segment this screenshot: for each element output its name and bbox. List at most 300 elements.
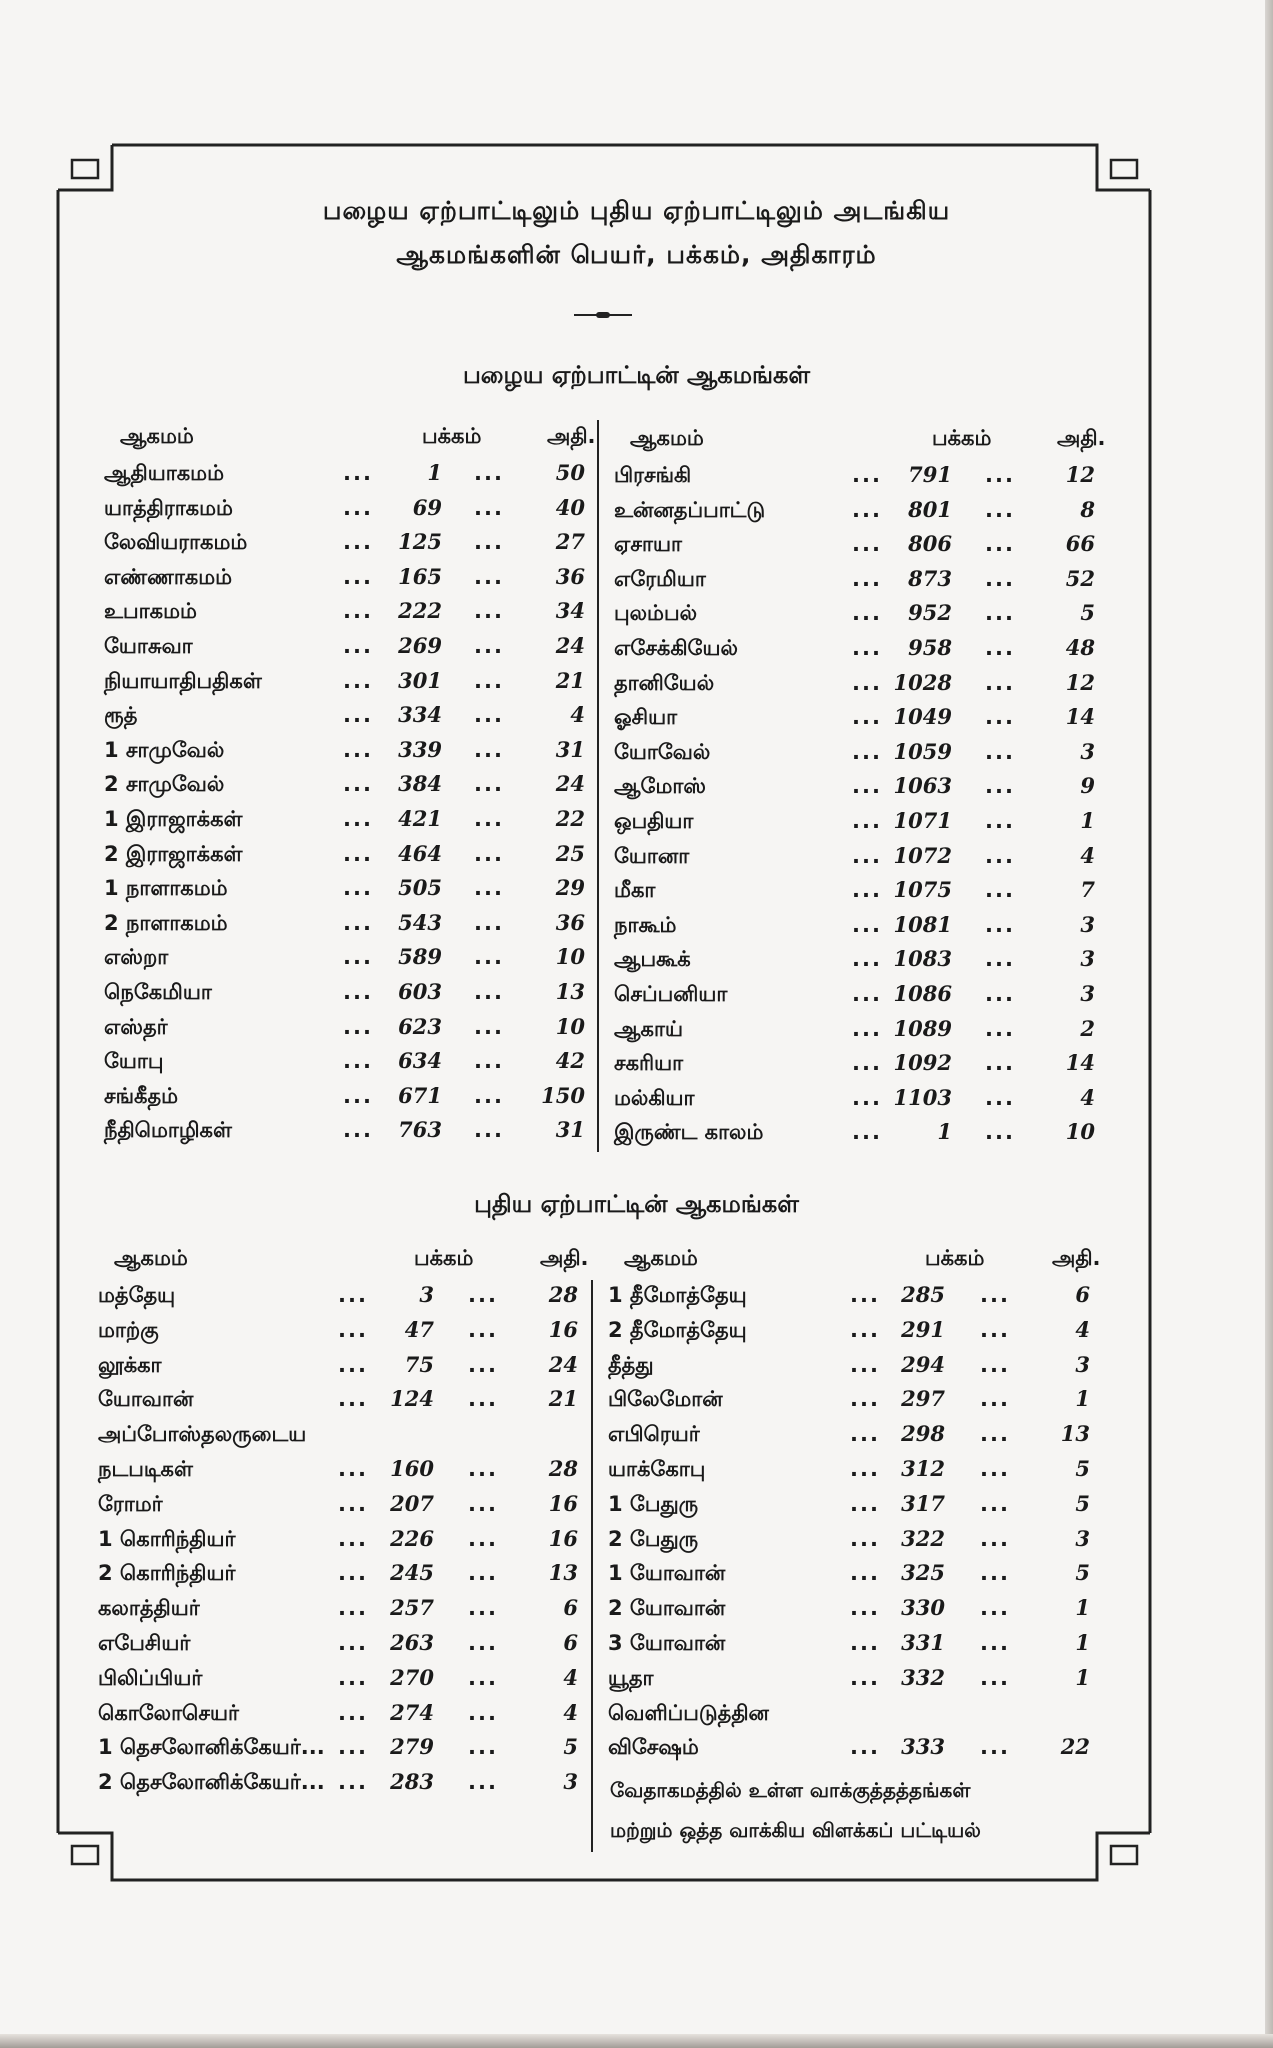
page-number: 1089 <box>893 1015 952 1041</box>
leader-dots: ... <box>852 566 882 591</box>
book-name: நடபடிகள் <box>98 1457 193 1481</box>
leader-dots: ... <box>852 1085 882 1110</box>
book-name: நாகூம் <box>614 912 677 937</box>
page-number: 279 <box>390 1734 434 1760</box>
book-name: பிரசங்கி <box>614 463 692 487</box>
footer-line-2: மற்றும் ஒத்த வாக்கிய விளக்கப் பட்டியல் <box>610 1818 981 1842</box>
book-name: உபாகமம் <box>104 599 197 624</box>
book-name: எபேசியர் <box>98 1631 191 1655</box>
title-ornament-rule <box>574 314 632 316</box>
chapter-count: 10 <box>555 944 585 970</box>
leader-dots: ... <box>468 1596 498 1621</box>
book-name: எபிரெயர் <box>608 1422 700 1447</box>
chapter-count: 3 <box>1075 1525 1090 1551</box>
leader-dots: ... <box>474 980 504 1004</box>
leader-dots: ... <box>850 1457 880 1481</box>
book-name: எஸ்றா <box>104 945 169 970</box>
chapter-count: 36 <box>555 563 585 589</box>
page-number: 1071 <box>893 808 952 833</box>
page-number: 3 <box>419 1282 434 1307</box>
page-number: 322 <box>901 1525 945 1551</box>
column-header-chapters: அதி. <box>540 1246 589 1270</box>
chapter-count: 21 <box>555 667 585 693</box>
chapter-count: 6 <box>1075 1282 1090 1307</box>
page-number: 1028 <box>893 669 952 695</box>
leader-dots: ... <box>338 1526 368 1551</box>
page-number: 124 <box>390 1386 434 1412</box>
page-number: 301 <box>398 667 442 693</box>
chapter-count: 3 <box>1080 946 1095 972</box>
leader-dots: ... <box>474 564 504 589</box>
chapter-count: 2 <box>1080 1015 1095 1041</box>
page-number: 1081 <box>893 911 952 937</box>
chapter-count: 16 <box>548 1490 578 1516</box>
leader-dots: ... <box>468 1631 498 1655</box>
leader-dots: ... <box>343 1014 373 1039</box>
leader-dots: ... <box>468 1561 498 1586</box>
page-number: 1103 <box>893 1084 952 1110</box>
chapter-count: 14 <box>1065 704 1095 730</box>
chapter-count: 10 <box>1065 1119 1095 1145</box>
chapter-count: 24 <box>548 1351 578 1377</box>
chapter-count: 16 <box>548 1525 578 1551</box>
chapter-count: 4 <box>563 1699 578 1725</box>
leader-dots: ... <box>474 495 504 520</box>
leader-dots: ... <box>468 1283 498 1307</box>
chapter-count: 22 <box>1060 1734 1090 1760</box>
page-number: 791 <box>908 462 952 487</box>
chapter-count: 7 <box>1080 877 1095 903</box>
leader-dots: ... <box>338 1561 368 1586</box>
book-name: 2 சாமுவேல் <box>104 772 225 797</box>
leader-dots: ... <box>985 1016 1015 1041</box>
chapter-count: 3 <box>1080 738 1095 764</box>
book-name: ஆபகூக் <box>614 947 691 972</box>
chapter-count: 3 <box>1080 911 1095 937</box>
leader-dots: ... <box>985 774 1015 799</box>
book-name: லேவியராகமம் <box>104 530 248 555</box>
page-number: 274 <box>390 1699 434 1725</box>
book-name: விசேஷம் <box>608 1735 699 1760</box>
book-name: யோவேல் <box>614 739 711 764</box>
leader-dots: ... <box>338 1283 368 1307</box>
page-number: 298 <box>901 1421 945 1447</box>
chapter-count: 4 <box>1080 842 1095 868</box>
book-name: லூக்கா <box>98 1352 162 1377</box>
page-number: 317 <box>901 1490 945 1516</box>
leader-dots: ... <box>852 463 882 487</box>
leader-dots: ... <box>852 912 882 937</box>
chapter-count: 50 <box>555 460 585 485</box>
leader-dots: ... <box>343 530 373 555</box>
page-number: 222 <box>398 598 442 624</box>
column-header-chapters: அதி. <box>1052 1246 1101 1270</box>
book-name: கலாத்தியர் <box>98 1596 200 1621</box>
leader-dots: ... <box>474 737 504 762</box>
page-number: 291 <box>901 1316 945 1342</box>
column-header-page: பக்கம் <box>422 424 482 448</box>
page-number: 294 <box>901 1351 945 1377</box>
leader-dots: ... <box>980 1387 1010 1412</box>
chapter-count: 8 <box>1080 496 1095 522</box>
page-number: 1086 <box>893 981 952 1006</box>
leader-dots: ... <box>343 910 373 935</box>
leader-dots: ... <box>474 772 504 797</box>
leader-dots: ... <box>850 1352 880 1377</box>
leader-dots: ... <box>985 1051 1015 1076</box>
chapter-count: 16 <box>548 1316 578 1342</box>
chapter-count: 1 <box>1075 1630 1090 1655</box>
book-name: எஸ்தர் <box>104 1014 168 1039</box>
chapter-count: 1 <box>1075 1595 1090 1621</box>
chapter-count: 25 <box>555 840 585 866</box>
leader-dots: ... <box>468 1665 498 1690</box>
book-name: 2 நாளாகமம் <box>104 910 228 935</box>
leader-dots: ... <box>343 841 373 866</box>
page-number: 1049 <box>893 704 952 730</box>
leader-dots: ... <box>343 495 373 520</box>
book-name: மல்கியா <box>614 1085 695 1110</box>
leader-dots: ... <box>980 1665 1010 1690</box>
chapter-count: 4 <box>1080 1084 1095 1110</box>
page-number: 801 <box>908 496 952 522</box>
leader-dots: ... <box>980 1352 1010 1377</box>
page-number: 952 <box>908 600 952 626</box>
book-name: யாத்திராகமம் <box>104 495 233 520</box>
book-name: நெகேமியா <box>104 980 212 1004</box>
leader-dots: ... <box>338 1387 368 1412</box>
leader-dots: ... <box>338 1735 368 1760</box>
page-number: 543 <box>398 909 442 935</box>
leader-dots: ... <box>852 1051 882 1076</box>
book-name: 1 தெசலோனிக்கேயர்... <box>98 1735 325 1760</box>
leader-dots: ... <box>338 1352 368 1377</box>
leader-dots: ... <box>852 1120 882 1145</box>
book-name: யோனா <box>614 843 690 868</box>
chapter-count: 10 <box>555 1013 585 1039</box>
leader-dots: ... <box>852 774 882 799</box>
chapter-count: 34 <box>555 598 585 624</box>
leader-dots: ... <box>852 670 882 695</box>
column-header-book: ஆகமம் <box>114 1246 188 1270</box>
chapter-count: 5 <box>1075 1456 1090 1481</box>
book-name: 1 யோவான் <box>608 1561 726 1586</box>
leader-dots: ... <box>474 1083 504 1108</box>
leader-dots: ... <box>468 1457 498 1481</box>
leader-dots: ... <box>343 668 373 693</box>
page-number: 285 <box>901 1282 945 1307</box>
leader-dots: ... <box>338 1457 368 1481</box>
leader-dots: ... <box>852 739 882 764</box>
book-name: பிலேமோன் <box>608 1387 723 1412</box>
leader-dots: ... <box>852 636 882 660</box>
chapter-count: 3 <box>563 1769 578 1795</box>
book-name: ஆமோஸ் <box>614 774 706 799</box>
chapter-count: 5 <box>1075 1560 1090 1586</box>
chapter-count: 21 <box>548 1386 578 1412</box>
chapter-count: 24 <box>555 771 585 797</box>
leader-dots: ... <box>474 634 504 658</box>
book-name: எரேமியா <box>614 566 706 591</box>
book-name: செப்பனியா <box>614 982 728 1006</box>
footer-line-1: வேதாகமத்தில் உள்ள வாக்குத்தத்தங்கள் <box>610 1778 971 1802</box>
page-number: 332 <box>901 1664 945 1690</box>
chapter-count: 29 <box>555 875 585 901</box>
leader-dots: ... <box>852 809 882 833</box>
book-name: தானியேல் <box>614 670 715 695</box>
book-name: ஒபதியா <box>614 809 694 833</box>
leader-dots: ... <box>852 982 882 1006</box>
leader-dots: ... <box>338 1317 368 1342</box>
book-name: நியாயாதிபதிகள் <box>104 668 262 693</box>
leader-dots: ... <box>850 1596 880 1621</box>
page-number: 333 <box>901 1734 945 1760</box>
leader-dots: ... <box>985 912 1015 937</box>
old-testament-title: பழைய ஏற்பாட்டின் ஆகமங்கள் <box>462 361 811 389</box>
leader-dots: ... <box>985 947 1015 972</box>
leader-dots: ... <box>343 599 373 624</box>
chapter-count: 4 <box>1075 1316 1090 1342</box>
leader-dots: ... <box>474 599 504 624</box>
chapter-count: 52 <box>1065 565 1095 591</box>
book-name: சகரியா <box>614 1051 684 1076</box>
leader-dots: ... <box>980 1526 1010 1551</box>
book-name: யாக்கோபு <box>608 1457 706 1481</box>
new-column-divider <box>591 1280 593 1852</box>
leader-dots: ... <box>468 1387 498 1412</box>
book-name: எண்ணாகமம் <box>104 564 233 589</box>
chapter-count: 12 <box>1065 669 1095 695</box>
page-number: 1 <box>427 460 442 485</box>
leader-dots: ... <box>468 1526 498 1551</box>
leader-dots: ... <box>343 1083 373 1108</box>
chapter-count: 36 <box>555 909 585 935</box>
page-number: 806 <box>908 531 952 557</box>
book-name: யோசுவா <box>104 634 193 658</box>
book-name: 2 தீமோத்தேயு <box>608 1317 747 1342</box>
leader-dots: ... <box>338 1631 368 1655</box>
column-header-page: பக்கம் <box>414 1246 474 1270</box>
leader-dots: ... <box>852 601 882 626</box>
leader-dots: ... <box>985 843 1015 868</box>
leader-dots: ... <box>850 1422 880 1447</box>
book-name: 1 சாமுவேல் <box>104 737 225 762</box>
leader-dots: ... <box>852 947 882 972</box>
leader-dots: ... <box>985 532 1015 557</box>
book-name: ரூத் <box>104 703 138 728</box>
chapter-count: 42 <box>555 1048 585 1074</box>
leader-dots: ... <box>980 1317 1010 1342</box>
page-number: 325 <box>901 1560 945 1586</box>
leader-dots: ... <box>474 461 504 485</box>
leader-dots: ... <box>850 1665 880 1690</box>
book-name: யூதா <box>608 1665 654 1690</box>
old-column-divider <box>597 420 599 1152</box>
leader-dots: ... <box>850 1526 880 1551</box>
book-name: யோபு <box>104 1049 164 1074</box>
leader-dots: ... <box>850 1631 880 1655</box>
leader-dots: ... <box>338 1491 368 1516</box>
page-number: 269 <box>398 633 442 658</box>
leader-dots: ... <box>985 705 1015 730</box>
chapter-count: 1 <box>1075 1386 1090 1412</box>
page-number: 226 <box>390 1525 434 1551</box>
column-header-page: பக்கம் <box>932 426 992 450</box>
chapter-count: 12 <box>1065 462 1095 487</box>
page-number: 1059 <box>893 738 952 764</box>
chapter-count: 150 <box>541 1082 585 1108</box>
leader-dots: ... <box>985 878 1015 903</box>
leader-dots: ... <box>468 1770 498 1795</box>
page-number: 245 <box>390 1560 434 1586</box>
chapter-count: 6 <box>563 1630 578 1655</box>
book-name: கொலோசெயர் <box>98 1700 240 1725</box>
page-number: 1075 <box>893 877 952 903</box>
book-name: 1 இராஜாக்கள் <box>104 807 243 831</box>
chapter-count: 5 <box>1075 1490 1090 1516</box>
leader-dots: ... <box>985 1085 1015 1110</box>
book-name: மாற்கு <box>98 1317 159 1342</box>
leader-dots: ... <box>852 843 882 868</box>
chapter-count: 28 <box>548 1282 578 1307</box>
leader-dots: ... <box>343 876 373 901</box>
chapter-count: 31 <box>555 736 585 762</box>
leader-dots: ... <box>985 1120 1015 1145</box>
chapter-count: 31 <box>555 1117 585 1143</box>
book-name: புலம்பல் <box>614 601 698 626</box>
page-number: 165 <box>398 563 442 589</box>
page-number: 505 <box>398 875 442 901</box>
book-name: 2 யோவான் <box>608 1596 726 1621</box>
book-name: 1 நாளாகமம் <box>104 876 228 901</box>
leader-dots: ... <box>343 703 373 728</box>
chapter-count: 28 <box>548 1456 578 1481</box>
book-name: மத்தேயு <box>98 1283 176 1307</box>
page-number: 263 <box>390 1630 434 1655</box>
chapter-count: 13 <box>555 979 585 1004</box>
leader-dots: ... <box>343 634 373 658</box>
leader-dots: ... <box>343 945 373 970</box>
chapter-count: 5 <box>563 1734 578 1760</box>
leader-dots: ... <box>985 497 1015 522</box>
book-name: ஆதியாகமம் <box>104 461 224 485</box>
page-number: 330 <box>901 1595 945 1621</box>
page-number: 634 <box>398 1048 442 1074</box>
leader-dots: ... <box>474 945 504 970</box>
leader-dots: ... <box>852 705 882 730</box>
leader-dots: ... <box>985 670 1015 695</box>
leader-dots: ... <box>468 1700 498 1725</box>
page-number: 339 <box>398 736 442 762</box>
book-name: வெளிப்படுத்தின <box>608 1700 769 1725</box>
leader-dots: ... <box>980 1457 1010 1481</box>
leader-dots: ... <box>852 1016 882 1041</box>
page-number: 297 <box>901 1386 945 1412</box>
leader-dots: ... <box>343 461 373 485</box>
leader-dots: ... <box>985 809 1015 833</box>
book-name: ஏசாயா <box>614 532 682 557</box>
page-number: 160 <box>390 1456 434 1481</box>
column-header-chapters: அதி. <box>547 424 596 448</box>
chapter-count: 24 <box>555 633 585 658</box>
leader-dots: ... <box>980 1491 1010 1516</box>
book-name: 2 கொரிந்தியர் <box>98 1561 236 1586</box>
leader-dots: ... <box>985 601 1015 626</box>
leader-dots: ... <box>985 566 1015 591</box>
leader-dots: ... <box>338 1770 368 1795</box>
leader-dots: ... <box>343 980 373 1004</box>
leader-dots: ... <box>980 1631 1010 1655</box>
column-header-book: ஆகமம் <box>624 1246 698 1270</box>
leader-dots: ... <box>985 636 1015 660</box>
page-number: 671 <box>398 1082 442 1108</box>
leader-dots: ... <box>468 1735 498 1760</box>
page-number: 1083 <box>893 946 952 972</box>
leader-dots: ... <box>343 807 373 831</box>
leader-dots: ... <box>474 841 504 866</box>
chapter-count: 4 <box>563 1664 578 1690</box>
chapter-count: 3 <box>1080 981 1095 1006</box>
leader-dots: ... <box>852 497 882 522</box>
leader-dots: ... <box>850 1283 880 1307</box>
book-name: 1 பேதுரு <box>608 1491 699 1516</box>
leader-dots: ... <box>980 1283 1010 1307</box>
new-testament-title: புதிய ஏற்பாட்டின் ஆகமங்கள் <box>474 1190 799 1218</box>
book-name: ஆகாய் <box>614 1016 683 1041</box>
page-number: 270 <box>390 1664 434 1690</box>
leader-dots: ... <box>474 876 504 901</box>
chapter-count: 48 <box>1065 635 1095 660</box>
page-number: 1092 <box>893 1050 952 1076</box>
page-number: 421 <box>398 806 442 831</box>
leader-dots: ... <box>985 739 1015 764</box>
leader-dots: ... <box>468 1352 498 1377</box>
book-name: 1 கொரிந்தியர் <box>98 1526 236 1551</box>
book-name: தீத்து <box>608 1352 654 1377</box>
leader-dots: ... <box>474 1118 504 1143</box>
leader-dots: ... <box>343 737 373 762</box>
book-name: சங்கீதம் <box>104 1083 179 1108</box>
page-number: 47 <box>404 1316 434 1342</box>
page-number: 257 <box>390 1595 434 1621</box>
leader-dots: ... <box>343 772 373 797</box>
page-number: 334 <box>398 702 442 728</box>
leader-dots: ... <box>850 1387 880 1412</box>
column-header-book: ஆகமம் <box>120 424 194 448</box>
chapter-count: 9 <box>1080 773 1095 799</box>
book-name: யோவான் <box>98 1387 194 1412</box>
page-number: 623 <box>398 1013 442 1039</box>
book-name: ஓசியா <box>614 705 678 730</box>
page-number: 69 <box>412 494 442 520</box>
leader-dots: ... <box>474 530 504 555</box>
book-name: 2 பேதுரு <box>608 1526 699 1551</box>
leader-dots: ... <box>343 564 373 589</box>
chapter-count: 22 <box>555 806 585 831</box>
page-number: 283 <box>390 1769 434 1795</box>
leader-dots: ... <box>985 463 1015 487</box>
chapter-count: 4 <box>570 702 585 728</box>
page-number: 207 <box>390 1490 434 1516</box>
book-name: 2 தெசலோனிக்கேயர்... <box>98 1770 325 1795</box>
chapter-count: 6 <box>563 1595 578 1621</box>
page-number: 1063 <box>893 773 952 799</box>
leader-dots: ... <box>343 1049 373 1074</box>
page-title-line-1: பழைய ஏற்பாட்டிலும் புதிய ஏற்பாட்டிலும் அடங்கிய <box>322 196 951 225</box>
book-name: நீதிமொழிகள் <box>104 1118 232 1143</box>
leader-dots: ... <box>474 807 504 831</box>
book-name: ரோமர் <box>98 1491 163 1516</box>
